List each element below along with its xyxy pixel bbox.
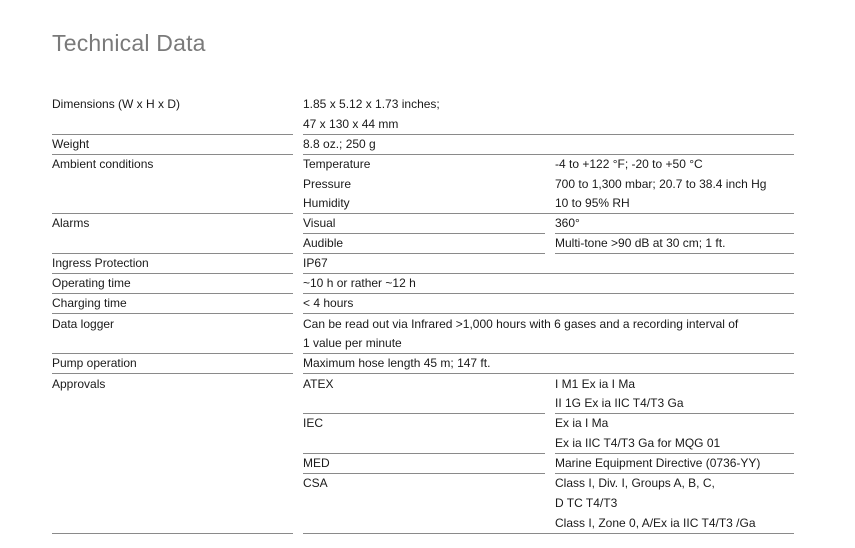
label-atex: ATEX	[303, 377, 334, 391]
value-temperature: -4 to +122 °F; -20 to +50 °C	[555, 157, 703, 171]
value-data-logger-line2: 1 value per minute	[303, 336, 402, 350]
label-pump: Pump operation	[52, 356, 137, 370]
label-weight: Weight	[52, 137, 90, 151]
row-divider	[555, 453, 794, 454]
label-operating-time: Operating time	[52, 276, 131, 290]
value-iec-line2: Ex ia IIC T4/T3 Ga for MQG 01	[555, 436, 721, 450]
label-data-logger: Data logger	[52, 317, 115, 331]
value-weight: 8.8 oz.; 250 g	[303, 137, 376, 151]
value-atex-line1: I M1 Ex ia I Ma	[555, 377, 636, 391]
row-divider	[555, 233, 794, 234]
row-divider	[303, 233, 545, 234]
row-divider	[303, 134, 794, 135]
value-pump: Maximum hose length 45 m; 147 ft.	[303, 356, 491, 370]
value-charging-time: < 4 hours	[303, 296, 354, 310]
row-divider	[52, 154, 293, 155]
label-med: MED	[303, 456, 330, 470]
label-pressure: Pressure	[303, 177, 352, 191]
row-divider	[52, 353, 293, 354]
row-divider	[303, 533, 794, 534]
row-divider	[555, 253, 794, 254]
row-divider	[52, 134, 293, 135]
value-csa-line2: D TC T4/T3	[555, 496, 618, 510]
row-divider	[303, 293, 794, 294]
label-charging-time: Charging time	[52, 296, 127, 310]
page-title: Technical Data	[52, 30, 206, 56]
value-pressure: 700 to 1,300 mbar; 20.7 to 38.4 inch Hg	[555, 177, 767, 191]
label-iec: IEC	[303, 416, 324, 430]
label-audible: Audible	[303, 236, 344, 250]
row-divider	[303, 273, 794, 274]
label-visual: Visual	[303, 216, 336, 230]
label-alarms: Alarms	[52, 216, 90, 230]
value-dimensions-inches: 1.85 x 5.12 x 1.73 inches;	[303, 97, 440, 111]
row-divider	[52, 293, 293, 294]
value-humidity: 10 to 95% RH	[555, 196, 630, 210]
row-divider	[52, 533, 293, 534]
value-med: Marine Equipment Directive (0736-YY)	[555, 456, 761, 470]
label-csa: CSA	[303, 476, 328, 490]
value-csa-line1: Class I, Div. I, Groups A, B, C,	[555, 476, 715, 490]
row-divider	[555, 413, 794, 414]
value-ingress: IP67	[303, 256, 328, 270]
row-divider	[303, 413, 545, 414]
label-ingress: Ingress Protection	[52, 256, 149, 270]
value-csa-line3: Class I, Zone 0, A/Ex ia IIC T4/T3 /Ga	[555, 516, 756, 530]
label-temperature: Temperature	[303, 157, 371, 171]
value-iec-line1: Ex ia I Ma	[555, 416, 609, 430]
row-divider	[52, 213, 293, 214]
value-data-logger-line1: Can be read out via Infrared >1,000 hours with 6 gases and a recording interval of	[303, 317, 739, 331]
row-divider	[52, 373, 293, 374]
row-divider	[555, 473, 794, 474]
row-divider	[303, 473, 545, 474]
row-divider	[303, 353, 794, 354]
row-divider	[303, 253, 545, 254]
label-approvals: Approvals	[52, 377, 106, 391]
label-humidity: Humidity	[303, 196, 350, 210]
row-divider	[303, 313, 794, 314]
value-operating-time: ~10 h or rather ~12 h	[303, 276, 416, 290]
row-divider	[303, 373, 794, 374]
value-visual: 360°	[555, 216, 580, 230]
row-divider	[52, 313, 293, 314]
row-divider	[52, 253, 293, 254]
value-audible: Multi-tone >90 dB at 30 cm; 1 ft.	[555, 236, 726, 250]
row-divider	[303, 213, 794, 214]
label-dimensions: Dimensions (W x H x D)	[52, 97, 181, 111]
value-dimensions-mm: 47 x 130 x 44 mm	[303, 117, 399, 131]
value-atex-line2: II 1G Ex ia IIC T4/T3 Ga	[555, 396, 684, 410]
row-divider	[303, 453, 545, 454]
label-ambient: Ambient conditions	[52, 157, 154, 171]
row-divider	[303, 154, 794, 155]
row-divider	[52, 273, 293, 274]
